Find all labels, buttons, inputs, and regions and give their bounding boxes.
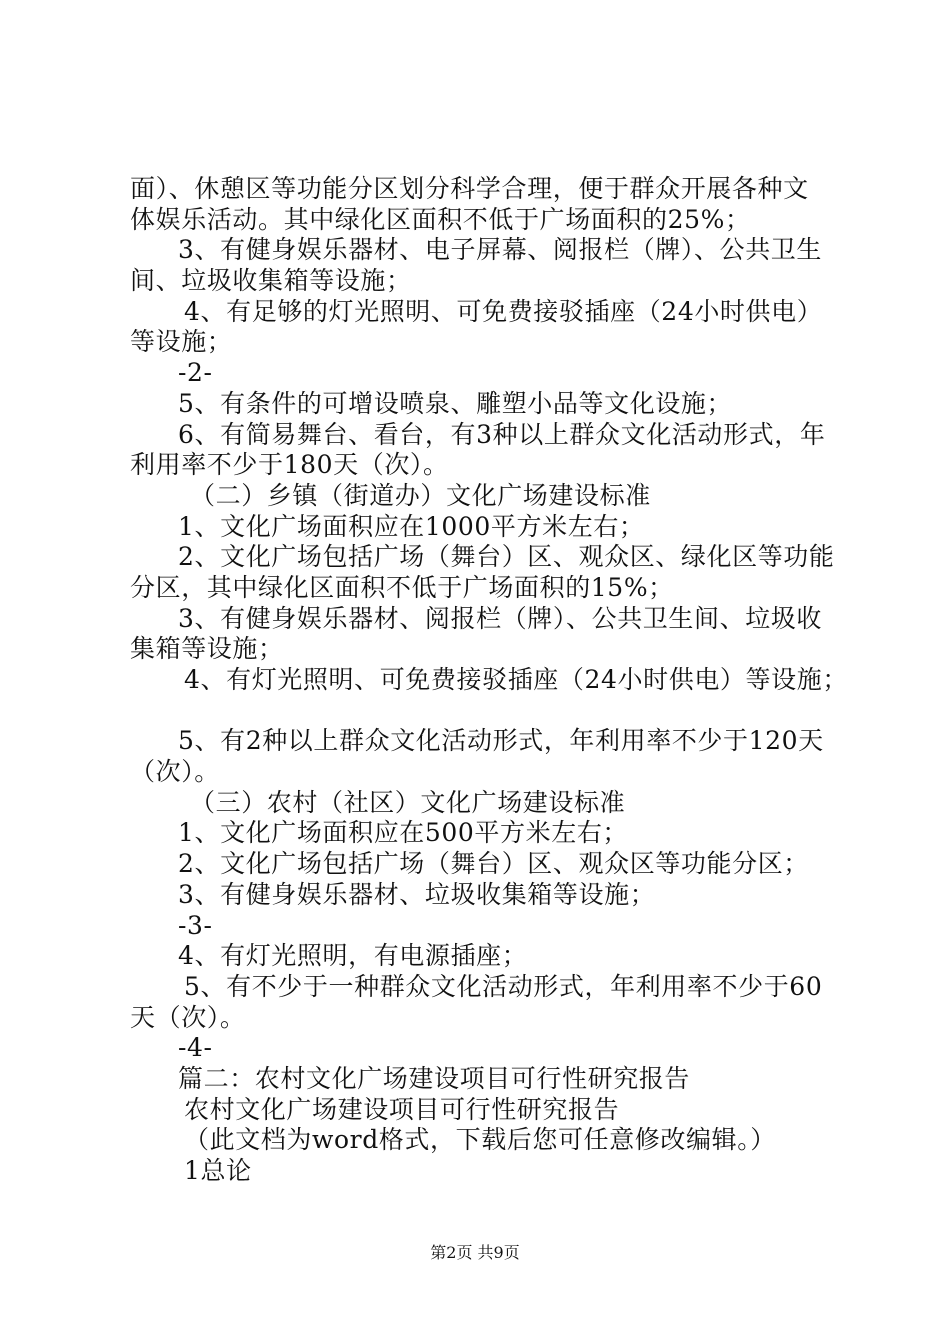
text-line: 4、有足够的灯光照明、可免费接驳插座（24小时供电）	[184, 296, 823, 326]
text-line: 4、有灯光照明、可免费接驳插座（24小时供电）等设施；	[184, 665, 848, 694]
page-number-marker: -2-	[178, 358, 213, 388]
section-heading: （二）乡镇（街道办）文化广场建设标准	[190, 480, 651, 510]
text-line: 1、文化广场面积应在500平方米左右；	[178, 818, 629, 848]
text-line: 2、文化广场包括广场（舞台）区、观众区、绿化区等功能	[178, 542, 835, 572]
text-line: 5、有不少于一种群众文化活动形式，年利用率不少于60	[184, 971, 823, 1001]
text-line: 分区，其中绿化区面积不低于广场面积的15%；	[130, 572, 674, 602]
document-body	[130, 174, 848, 1187]
text-line: 3、有健身娱乐器材、垃圾收集箱等设施；	[178, 879, 656, 909]
page-footer: 第2页 共9页	[430, 1243, 520, 1262]
text-line: 利用率不少于180天（次）。	[130, 450, 449, 480]
section-heading: （三）农村（社区）文化广场建设标准	[190, 787, 626, 817]
text-line: 5、有条件的可增设喷泉、雕塑小品等文化设施；	[178, 388, 733, 418]
text-line: 3、有健身娱乐器材、电子屏幕、阅报栏（牌）、公共卫生	[178, 235, 823, 265]
text-line: 4、有灯光照明，有电源插座；	[178, 941, 528, 971]
chapter-heading: 1总论	[184, 1156, 252, 1185]
text-line: 集箱等设施；	[130, 634, 284, 664]
text-line: 1、文化广场面积应在1000平方米左右；	[178, 511, 645, 541]
text-line: （次）。	[130, 757, 220, 787]
text-line: 体娱乐活动。其中绿化区面积不低于广场面积的25%；	[130, 204, 751, 234]
text-line: 面）、休憩区等功能分区划分科学合理，便于群众开展各种文	[130, 174, 809, 203]
text-line: 间、垃圾收集箱等设施；	[130, 266, 412, 296]
document-subtitle: 农村文化广场建设项目可行性研究报告	[184, 1094, 620, 1124]
text-line: 2、文化广场包括广场（舞台）区、观众区等功能分区；	[178, 849, 809, 879]
document-title: 篇二：农村文化广场建设项目可行性研究报告	[178, 1063, 691, 1093]
text-line: 5、有2种以上群众文化活动形式，年利用率不少于120天	[178, 726, 824, 756]
text-line: 3、有健身娱乐器材、阅报栏（牌）、公共卫生间、垃圾收	[178, 603, 823, 633]
page-number-marker: -3-	[178, 910, 213, 940]
format-note: （此文档为word格式，下载后您可任意修改编辑。）	[184, 1125, 776, 1155]
text-line: 等设施；	[130, 327, 233, 357]
text-line: 6、有简易舞台、看台，有3种以上群众文化活动形式，年	[178, 419, 826, 449]
text-line: 天（次）。	[130, 1002, 246, 1032]
page-number-marker: -4-	[178, 1033, 213, 1063]
blank-line	[130, 696, 840, 727]
